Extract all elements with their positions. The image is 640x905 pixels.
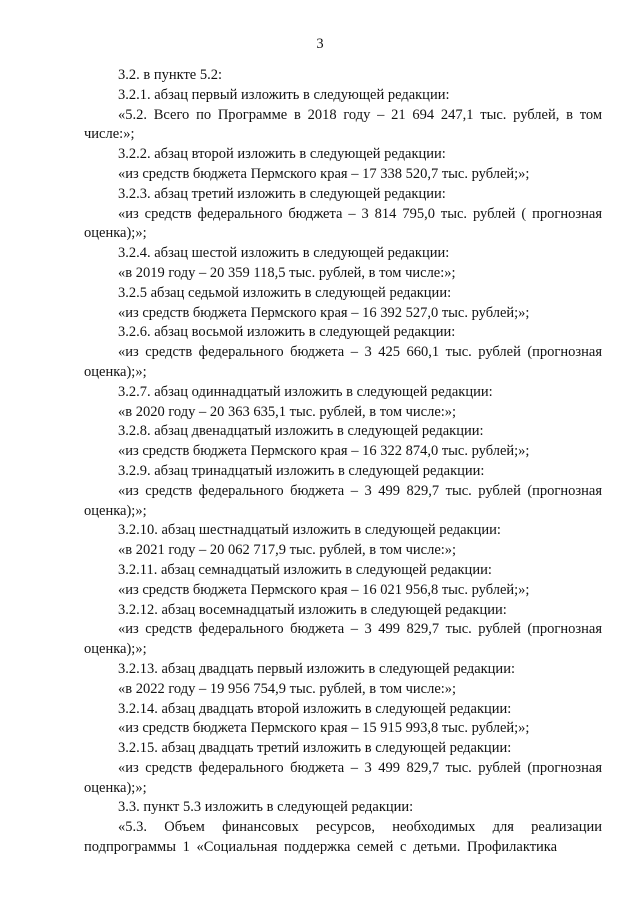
paragraph: 3.2.10. абзац шестнадцатый изложить в следующей редакции: — [118, 522, 501, 539]
paragraph: 3.3. пункт 5.3 изложить в следующей редакции: — [118, 799, 414, 816]
paragraph: «из средств бюджета Пермского края – 15 915 993,8 тыс. рублей;»; — [118, 720, 530, 737]
paragraph: 3.2. в пункте 5.2: — [118, 67, 223, 83]
page-number: 3 — [316, 36, 324, 52]
paragraph: 3.2.4. абзац шестой изложить в следующей редакции: — [118, 245, 450, 262]
paragraph: «из средств федерального бюджета – 3 499 829,7 тыс. рублей (прогнозная оценка);»; — [84, 621, 602, 658]
paragraph: «из средств федерального бюджета – 3 499 829,7 тыс. рублей (прогнозная оценка);»; — [84, 482, 602, 519]
paragraph: 3.2.13. абзац двадцать первый изложить в следующей редакции: — [118, 660, 515, 677]
paragraph: 3.2.7. абзац одиннадцатый изложить в следующей редакции: — [118, 383, 493, 400]
paragraph: 3.2.3. абзац третий изложить в следующей редакции: — [118, 185, 446, 202]
paragraph: «5.3. Объем финансовых ресурсов, необходимых для реализации подпрограммы 1 «Социальная поддержка семей с детьми. Профилактика — [84, 819, 602, 856]
paragraph: 3.2.2. абзац второй изложить в следующей редакции: — [118, 146, 446, 163]
paragraph: 3.2.11. абзац семнадцатый изложить в следующей редакции: — [118, 561, 492, 578]
paragraph: «из средств федерального бюджета – 3 499 829,7 тыс. рублей (прогнозная оценка);»; — [84, 759, 602, 796]
paragraph: «в 2022 году – 19 956 754,9 тыс. рублей, в том числе:»; — [118, 680, 457, 697]
document-body — [84, 66, 602, 858]
paragraph: 3.2.6. абзац восьмой изложить в следующей редакции: — [118, 324, 456, 341]
paragraph: 3.2.1. абзац первый изложить в следующей редакции: — [118, 86, 450, 103]
paragraph: «из средств бюджета Пермского края – 16 322 874,0 тыс. рублей;»; — [118, 443, 530, 460]
paragraph: «в 2020 году – 20 363 635,1 тыс. рублей, в том числе:»; — [118, 403, 457, 420]
paragraph: «из средств бюджета Пермского края – 17 338 520,7 тыс. рублей;»; — [118, 165, 530, 182]
paragraph: «из средств бюджета Пермского края – 16 392 527,0 тыс. рублей;»; — [118, 304, 530, 321]
paragraph: «в 2021 году – 20 062 717,9 тыс. рублей, в том числе:»; — [118, 542, 457, 559]
paragraph: «5.2. Всего по Программе в 2018 году – 21 694 247,1 тыс. рублей, в том числе:»; — [84, 106, 602, 143]
paragraph: 3.2.15. абзац двадцать третий изложить в следующей редакции: — [118, 740, 512, 757]
paragraph: «из средств бюджета Пермского края – 16 021 956,8 тыс. рублей;»; — [118, 581, 530, 598]
paragraph: 3.2.5 абзац седьмой изложить в следующей редакции: — [118, 284, 452, 301]
paragraph: 3.2.12. абзац восемнадцатый изложить в следующей редакции: — [118, 601, 507, 618]
paragraph: 3.2.14. абзац двадцать второй изложить в следующей редакции: — [118, 700, 512, 717]
paragraph: «из средств федерального бюджета – 3 425 660,1 тыс. рублей (прогнозная оценка);»; — [84, 344, 602, 380]
paragraph: «в 2019 году – 20 359 118,5 тыс. рублей, в том числе:»; — [118, 264, 456, 281]
paragraph: «из средств федерального бюджета – 3 814 795,0 тыс. рублей ( прогнозная оценка);»; — [84, 205, 602, 242]
paragraph: 3.2.8. абзац двенадцатый изложить в следующей редакции: — [118, 423, 484, 440]
paragraph: 3.2.9. абзац тринадцатый изложить в следующей редакции: — [118, 462, 485, 479]
